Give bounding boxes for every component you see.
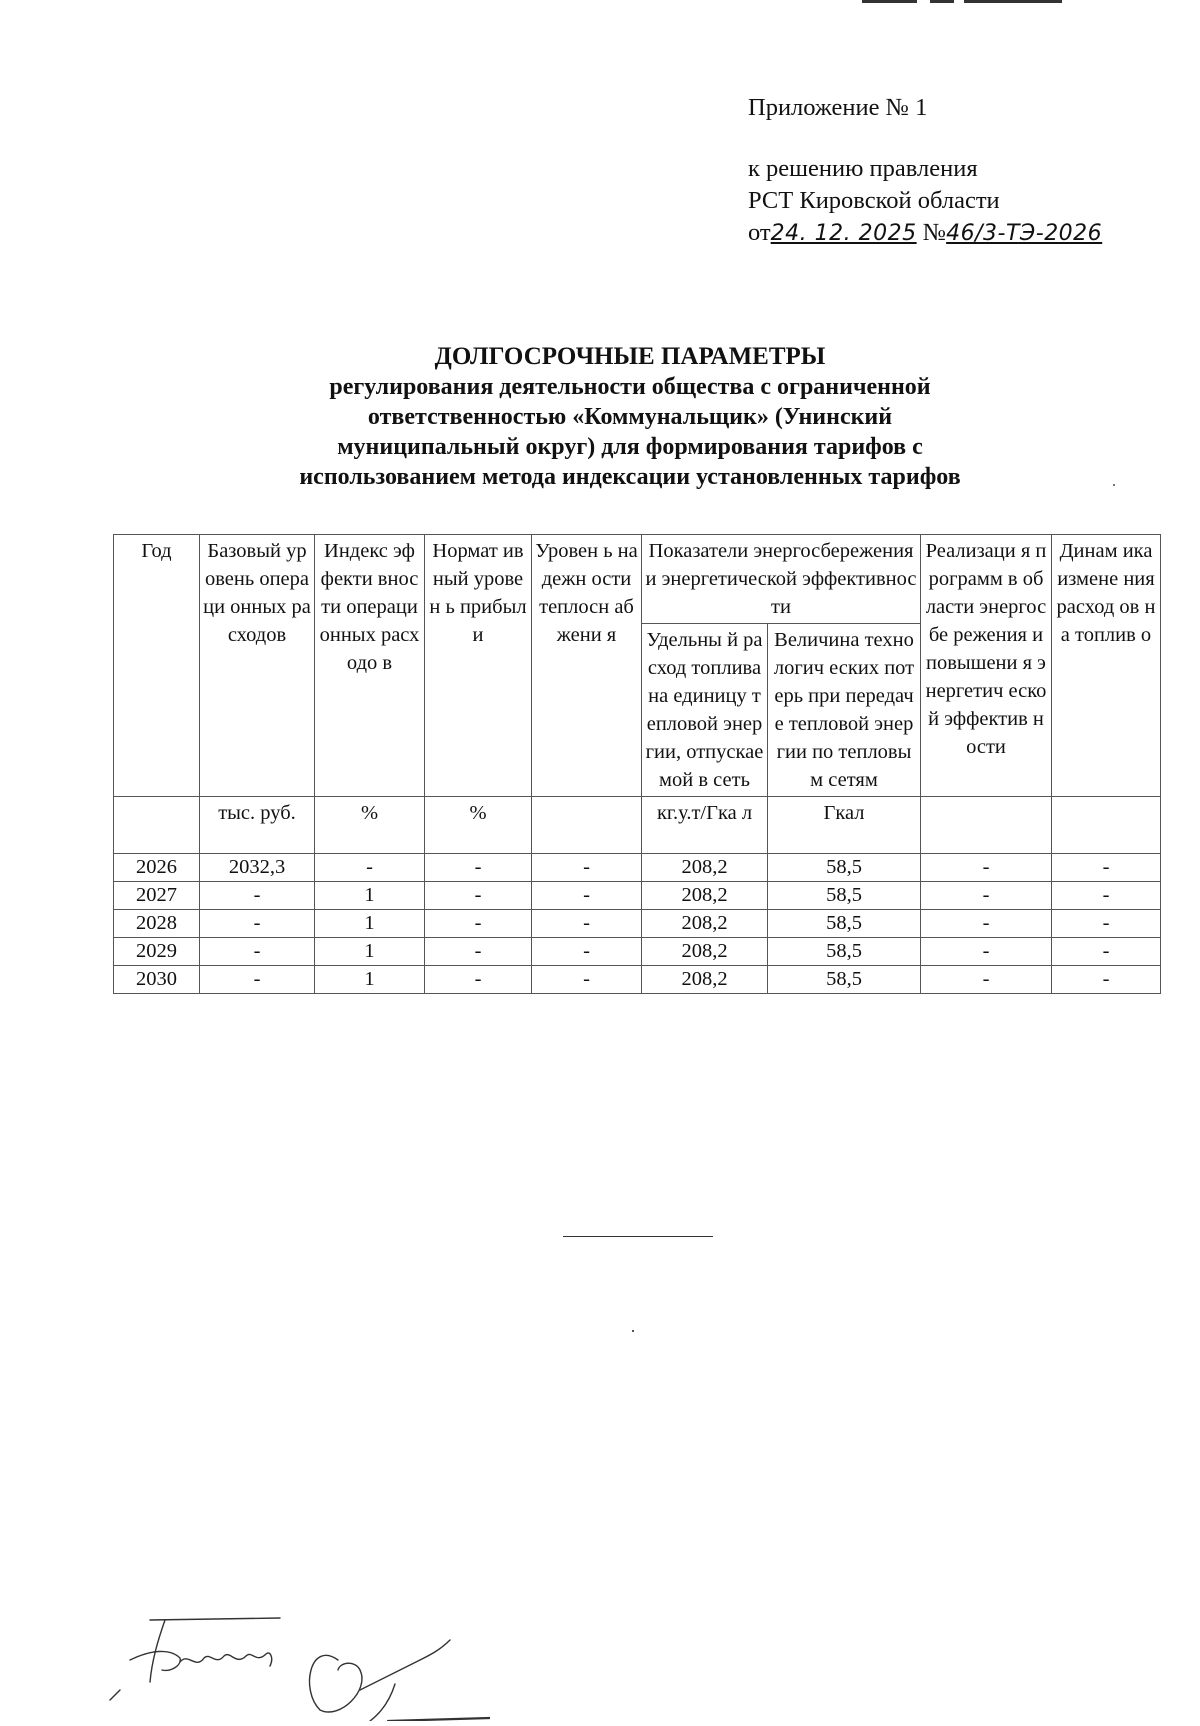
scan-speck [632, 1330, 634, 1332]
document-title: ДОЛГОСРОЧНЫЕ ПАРАМЕТРЫ [434, 343, 826, 370]
cell-losses: 58,5 [768, 910, 921, 938]
unit-cell: % [425, 797, 532, 854]
signature-stroke [360, 1640, 450, 1690]
scan-speck [1113, 484, 1115, 486]
cell-fuel-rate: 208,2 [642, 882, 768, 910]
cell-fuel-rate: 208,2 [642, 966, 768, 994]
subtitle-line: регулирования деятельности общества с ограниченной [329, 374, 931, 400]
unit-cell [532, 797, 642, 854]
cell-reliability: - [532, 854, 642, 882]
cell-efficiency-index: 1 [315, 938, 425, 966]
cell-reliability: - [532, 882, 642, 910]
handwritten-number: 46/3-ТЭ-2026 [946, 221, 1103, 246]
cell-programs: - [921, 966, 1052, 994]
end-divider [563, 1236, 713, 1237]
cell-base-level: - [200, 966, 315, 994]
header-year: Год [114, 535, 200, 797]
cell-base-level: 2032,3 [200, 854, 315, 882]
unit-cell [921, 797, 1052, 854]
top-edge-mark [862, 0, 1062, 4]
cell-programs: - [921, 882, 1052, 910]
cell-profit-level: - [425, 966, 532, 994]
cell-losses: 58,5 [768, 882, 921, 910]
unit-cell: тыс. руб. [200, 797, 315, 854]
table-row [114, 966, 1161, 994]
table-row [114, 938, 1161, 966]
long-term-parameters-table [113, 534, 1161, 994]
cell-fuel-dynamics: - [1052, 882, 1161, 910]
signature-stroke [150, 1618, 280, 1620]
table-row [114, 854, 1161, 882]
cell-profit-level: - [425, 910, 532, 938]
cell-efficiency-index: 1 [315, 966, 425, 994]
signature-stroke [110, 1690, 120, 1700]
unit-cell: % [315, 797, 425, 854]
cell-profit-level: - [425, 854, 532, 882]
cell-base-level: - [200, 938, 315, 966]
header-reliability: Уровен ь надежн ости теплосн абжени я [532, 535, 642, 797]
unit-cell [1052, 797, 1161, 854]
header-fuel-rate: Удельны й расход топлива на единицу тепловой энергии, отпускае мой в сеть [642, 624, 768, 797]
header-fuel-dynamics: Динам ика измене ния расход ов на топлив о [1052, 535, 1161, 797]
signature-marks [70, 1600, 490, 1721]
subtitle-line: муниципальный округ) для формирования тарифов с [337, 434, 923, 460]
cell-programs: - [921, 854, 1052, 882]
cell-year: 2026 [114, 854, 200, 882]
cell-reliability: - [532, 966, 642, 994]
cell-losses: 58,5 [768, 966, 921, 994]
header-efficiency-index: Индекс эффекти вности операци онных расходо в [315, 535, 425, 797]
cell-losses: 58,5 [768, 938, 921, 966]
appendix-date-line [748, 217, 1102, 250]
signature-stroke [180, 1653, 272, 1666]
subtitle-line: использованием метода индексации установленных тарифов [299, 464, 961, 490]
unit-cell: кг.у.т/Гка л [642, 797, 768, 854]
cell-base-level: - [200, 882, 315, 910]
units-row [114, 797, 1161, 854]
handwritten-date: 24. 12. 2025 [770, 221, 917, 246]
cell-year: 2028 [114, 910, 200, 938]
cell-fuel-rate: 208,2 [642, 910, 768, 938]
appendix-decision-line: к решению правления [748, 155, 978, 182]
signature-stroke [310, 1655, 362, 1712]
unit-cell: Гкал [768, 797, 921, 854]
cell-year: 2027 [114, 882, 200, 910]
table-row [114, 882, 1161, 910]
number-prefix: № [922, 219, 947, 246]
appendix-authority-line: РСТ Кировской области [748, 187, 1000, 214]
cell-fuel-dynamics: - [1052, 910, 1161, 938]
cell-losses: 58,5 [768, 854, 921, 882]
cell-programs: - [921, 910, 1052, 938]
unit-cell [114, 797, 200, 854]
cell-fuel-dynamics: - [1052, 966, 1161, 994]
appendix-block [748, 92, 1102, 250]
cell-profit-level: - [425, 938, 532, 966]
cell-efficiency-index: 1 [315, 882, 425, 910]
cell-fuel-rate: 208,2 [642, 854, 768, 882]
subtitle-line: ответственностью «Коммунальщик» (Унинский [367, 404, 893, 430]
signatures [70, 1600, 490, 1721]
appendix-title: Приложение № 1 [748, 94, 928, 121]
cell-efficiency-index: 1 [315, 910, 425, 938]
header-losses: Величина технологич еских потерь при передаче тепловой энергии по тепловым сетям [768, 624, 921, 797]
cell-fuel-dynamics: - [1052, 938, 1161, 966]
cell-efficiency-index: - [315, 854, 425, 882]
header-programs: Реализаци я программ в области энергосбе режения и повышени я энергетич еской эффектив ности [921, 535, 1052, 797]
cell-year: 2029 [114, 938, 200, 966]
cell-programs: - [921, 938, 1052, 966]
header-profit-level: Нормат ивный уровен ь прибыл и [425, 535, 532, 797]
cell-fuel-dynamics: - [1052, 854, 1161, 882]
header-energy-group: Показатели энергосбережения и энергетической эффективности [642, 535, 921, 624]
signature-stroke [370, 1684, 395, 1721]
cell-reliability: - [532, 910, 642, 938]
cell-base-level: - [200, 910, 315, 938]
cell-fuel-rate: 208,2 [642, 938, 768, 966]
cell-profit-level: - [425, 882, 532, 910]
document-heading [200, 342, 1060, 492]
table-row [114, 910, 1161, 938]
date-prefix: от [748, 219, 771, 246]
cell-reliability: - [532, 938, 642, 966]
cell-year: 2030 [114, 966, 200, 994]
header-base-level: Базовый уровень операци онных расходов [200, 535, 315, 797]
